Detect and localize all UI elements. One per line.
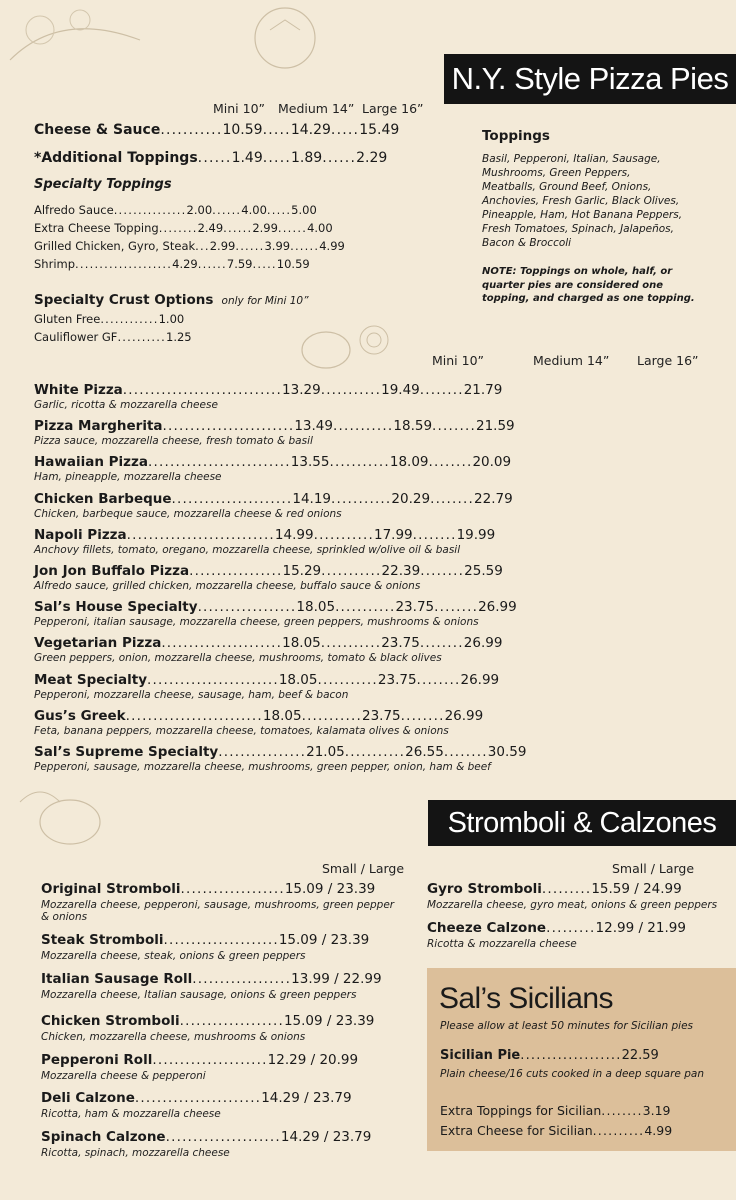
price-medium: 23.75 bbox=[377, 672, 417, 688]
toppings-line: Bacon & Broccoli bbox=[482, 237, 572, 249]
toppings-line: Mushrooms, Green Peppers, bbox=[482, 167, 631, 179]
stromboli-row: Cheeze Calzone.........12.99 / 21.99 bbox=[427, 920, 686, 936]
stromboli-name: Chicken Stromboli bbox=[41, 1013, 180, 1029]
price-medium: 23.75 bbox=[395, 599, 435, 615]
pizza-name: Sal’s Supreme Specialty bbox=[34, 744, 219, 760]
toppings-list bbox=[482, 152, 682, 250]
pizza-description: Pepperoni, italian sausage, mozzarella cheese, green peppers, mushrooms & onions bbox=[34, 616, 479, 628]
price-mini: 14.19 bbox=[292, 491, 332, 507]
pizza-name: Chicken Barbeque bbox=[34, 491, 172, 507]
price-mini: 13.49 bbox=[294, 418, 333, 434]
price: 15.59 / 24.99 bbox=[591, 881, 682, 897]
pizza-description: Chicken, barbeque sauce, mozzarella cheese & red onions bbox=[34, 508, 342, 520]
sicilian-extra-toppings: Extra Toppings for Sicilian........3.19 bbox=[440, 1103, 671, 1118]
pizza-row: Napoli Pizza...........................14.99...........17.99........19.99 bbox=[34, 527, 496, 543]
stromboli-row: Chicken Stromboli...................15.09 / 23.39 bbox=[41, 1013, 375, 1029]
pizza-description: Feta, banana peppers, mozzarella cheese, tomatoes, kalamata olives & onions bbox=[34, 725, 449, 737]
pizza-description: Garlic, ricotta & mozzarella cheese bbox=[34, 399, 218, 411]
stromboli-name: Pepperoni Roll bbox=[41, 1052, 153, 1068]
price-mini: 2.49 bbox=[197, 221, 224, 235]
pizza-name: Napoli Pizza bbox=[34, 527, 127, 543]
note-line: topping, and charged as one topping. bbox=[482, 293, 695, 304]
sicilian-title: Sal’s Sicilians bbox=[439, 982, 613, 1015]
ny-pizza-banner: N.Y. Style Pizza Pies bbox=[444, 54, 736, 104]
price: 13.99 / 22.99 bbox=[291, 971, 382, 987]
toppings-line: Pineapple, Ham, Hot Banana Peppers, bbox=[482, 209, 683, 221]
price-mini: 4.29 bbox=[172, 257, 198, 271]
pizza-row: Jon Jon Buffalo Pizza.................15.29...........22.39........25.59 bbox=[34, 563, 503, 579]
price-mini: 13.29 bbox=[282, 382, 321, 398]
stromboli-description: Mozzarella cheese, Italian sausage, onions & green peppers bbox=[41, 989, 357, 1001]
price-mini: 21.05 bbox=[306, 744, 345, 760]
stromboli-description: Mozzarella cheese, gyro meat, onions & green peppers bbox=[427, 899, 718, 911]
price-large: 2.29 bbox=[356, 150, 388, 166]
price-medium: 14.29 bbox=[290, 122, 331, 138]
price-large: 26.99 bbox=[478, 599, 517, 615]
price: 1.25 bbox=[166, 330, 192, 344]
stromboli-row: Gyro Stromboli.........15.59 / 24.99 bbox=[427, 881, 682, 897]
pizza-description: Anchovy fillets, tomato, oregano, mozzarella cheese, sprinkled w/olive oil & basil bbox=[34, 544, 461, 556]
price-large: 21.79 bbox=[463, 382, 503, 398]
stromboli-name: Steak Stromboli bbox=[41, 932, 164, 948]
price: 1.00 bbox=[158, 312, 185, 326]
toppings-line: Meatballs, Ground Beef, Onions, bbox=[482, 181, 652, 193]
pizza-row: White Pizza.............................13.29...........19.49........21.79 bbox=[34, 382, 503, 398]
pizza-name: Meat Specialty bbox=[34, 672, 148, 688]
pizza-name: Jon Jon Buffalo Pizza bbox=[34, 563, 190, 579]
price-large: 19.99 bbox=[456, 527, 496, 543]
stromboli-description: Mozzarella cheese & pepperoni bbox=[41, 1070, 206, 1082]
cheese-sauce-row: Cheese & Sauce...........10.59.....14.29.....15.49 bbox=[34, 122, 400, 138]
olive-sketch-decoration bbox=[296, 318, 406, 378]
size-header-mini-2: Mini 10” bbox=[432, 353, 485, 368]
price-medium: 3.99 bbox=[264, 239, 291, 253]
stromboli-name: Deli Calzone bbox=[41, 1090, 135, 1106]
price-large: 22.79 bbox=[474, 491, 513, 507]
pizza-sketch-decoration bbox=[0, 0, 220, 100]
price-large: 26.99 bbox=[463, 635, 503, 651]
price-mini: 2.00 bbox=[186, 203, 213, 217]
price: 14.29 / 23.79 bbox=[261, 1090, 352, 1106]
price-medium: 18.59 bbox=[393, 418, 433, 434]
stromboli-description: Chicken, mozzarella cheese, mushrooms & onions bbox=[41, 1031, 306, 1043]
pizza-name: Sal’s House Specialty bbox=[34, 599, 198, 615]
pizza-description: Pizza sauce, mozzarella cheese, fresh tomato & basil bbox=[34, 435, 313, 447]
price-medium: 7.59 bbox=[226, 257, 253, 271]
sicilian-extra-cheese: Extra Cheese for Sicilian..........4.99 bbox=[440, 1123, 673, 1138]
stromboli-description: Ricotta, spinach, mozzarella cheese bbox=[41, 1147, 230, 1159]
toppings-title: Toppings bbox=[482, 128, 550, 144]
price: 12.29 / 20.99 bbox=[267, 1052, 359, 1068]
price: 12.99 / 21.99 bbox=[595, 920, 686, 936]
sicilian-note: Please allow at least 50 minutes for Sicilian pies bbox=[440, 1020, 694, 1032]
price-large: 10.59 bbox=[276, 257, 310, 271]
price-mini: 13.55 bbox=[290, 454, 330, 470]
pizza-row: Meat Specialty........................18.05...........23.75........26.99 bbox=[34, 672, 500, 688]
price-medium: 22.39 bbox=[381, 563, 421, 579]
specialty-topping-row: Extra Cheese Topping........2.49......2.99......4.00 bbox=[34, 221, 333, 235]
pizza-description: Ham, pineapple, mozzarella cheese bbox=[34, 471, 222, 483]
pizza-name: Gus’s Greek bbox=[34, 708, 126, 724]
stromboli-row: Italian Sausage Roll..................13.99 / 22.99 bbox=[41, 971, 382, 987]
size-header-large: Large 16” bbox=[362, 101, 424, 116]
stromboli-name: Italian Sausage Roll bbox=[41, 971, 193, 987]
price-large: 15.49 bbox=[359, 122, 400, 138]
price-medium: 23.75 bbox=[381, 635, 420, 651]
size-header-medium: Medium 14” bbox=[278, 101, 355, 116]
stromboli-name: Original Stromboli bbox=[41, 881, 181, 897]
price-large: 26.99 bbox=[444, 708, 484, 724]
toppings-note bbox=[482, 265, 695, 306]
crust-title: Specialty Crust Options bbox=[34, 292, 214, 308]
specialty-crust-row bbox=[34, 292, 309, 308]
toppings-line: Basil, Pepperoni, Italian, Sausage, bbox=[482, 153, 661, 165]
toppings-line: Anchovies, Fresh Garlic, Black Olives, bbox=[482, 195, 680, 207]
stromboli-description: Mozzarella cheese, pepperoni, sausage, mushrooms, green pepper bbox=[41, 899, 395, 911]
pizza-row: Hawaiian Pizza..........................13.55...........18.09........20.09 bbox=[34, 454, 512, 470]
pizza-row: Pizza Margherita........................13.49...........18.59........21.59 bbox=[34, 418, 515, 434]
price-large: 26.99 bbox=[460, 672, 500, 688]
size-header-mini: Mini 10” bbox=[213, 101, 266, 116]
price-medium: 26.55 bbox=[405, 744, 444, 760]
price-medium: 20.29 bbox=[391, 491, 431, 507]
price: 15.09 / 23.39 bbox=[284, 881, 376, 897]
price-medium: 19.49 bbox=[381, 382, 420, 398]
price-large: 5.00 bbox=[291, 203, 317, 217]
price-mini: 2.99 bbox=[209, 239, 236, 253]
price-medium: 18.09 bbox=[389, 454, 429, 470]
stromboli-name: Spinach Calzone bbox=[41, 1129, 166, 1145]
pizza-row: Sal’s Supreme Specialty................21.05...........26.55........30.59 bbox=[34, 744, 527, 760]
additional-toppings-row: *Additional Toppings......1.49.....1.89......2.29 bbox=[34, 150, 388, 166]
price: 22.59 bbox=[621, 1048, 659, 1063]
note-line: quarter pies are considered one bbox=[482, 279, 664, 291]
price-mini: 18.05 bbox=[282, 635, 321, 651]
stromboli-row: Pepperoni Roll.....................12.29 / 20.99 bbox=[41, 1052, 359, 1068]
price-large: 25.59 bbox=[464, 563, 503, 579]
crust-option-row: Gluten Free............1.00 bbox=[34, 312, 185, 326]
price: 15.09 / 23.39 bbox=[278, 932, 370, 948]
stromboli-description: Mozzarella cheese, steak, onions & green peppers bbox=[41, 950, 306, 962]
price: 15.09 / 23.39 bbox=[283, 1013, 375, 1029]
price-large: 30.59 bbox=[487, 744, 527, 760]
price-mini: 10.59 bbox=[222, 122, 263, 138]
crust-note: only for Mini 10” bbox=[221, 295, 309, 307]
stromboli-row: Original Stromboli...................15.09 / 23.39 bbox=[41, 881, 376, 897]
pizza-description: Green peppers, onion, mozzarella cheese, mushrooms, tomato & black olives bbox=[34, 652, 442, 664]
price-medium: 23.75 bbox=[361, 708, 401, 724]
pizza-row: Vegetarian Pizza......................18.05...........23.75........26.99 bbox=[34, 635, 503, 651]
price-medium: 1.89 bbox=[291, 150, 323, 166]
price-large: 4.99 bbox=[319, 239, 345, 253]
pizza-row: Chicken Barbeque......................14.19...........20.29........22.79 bbox=[34, 491, 513, 507]
specialty-topping-row: Alfredo Sauce...............2.00......4.00.....5.00 bbox=[34, 203, 317, 217]
price-large: 20.09 bbox=[472, 454, 512, 470]
price: 14.29 / 23.79 bbox=[280, 1129, 372, 1145]
pizza-name: White Pizza bbox=[34, 382, 123, 398]
sicilian-pie-desc: Plain cheese/16 cuts cooked in a deep square pan bbox=[440, 1068, 704, 1080]
size-header-small-large-left: Small / Large bbox=[322, 861, 405, 876]
pizza-description: Alfredo sauce, grilled chicken, mozzarella cheese, buffalo sauce & onions bbox=[34, 580, 421, 592]
price-mini: 14.99 bbox=[274, 527, 314, 543]
stromboli-description: Ricotta, ham & mozzarella cheese bbox=[41, 1108, 221, 1120]
crust-option-row: Cauliflower GF..........1.25 bbox=[34, 330, 192, 344]
price-mini: 1.49 bbox=[231, 150, 263, 166]
pizza-name: Vegetarian Pizza bbox=[34, 635, 162, 651]
garlic-sketch-decoration bbox=[0, 782, 120, 862]
pizza-description: Pepperoni, mozzarella cheese, sausage, ham, beef & bacon bbox=[34, 689, 349, 701]
price-medium: 2.99 bbox=[252, 221, 278, 235]
item-name: Cheese & Sauce bbox=[34, 122, 161, 138]
price-medium: 4.00 bbox=[241, 203, 267, 217]
stromboli-row: Spinach Calzone.....................14.29 / 23.79 bbox=[41, 1129, 372, 1145]
sicilian-box bbox=[427, 968, 736, 1151]
note-line: NOTE: Toppings on whole, half, or bbox=[482, 266, 673, 277]
size-header-medium-2: Medium 14” bbox=[533, 353, 610, 368]
stromboli-description: & onions bbox=[41, 911, 88, 923]
price-mini: 15.29 bbox=[282, 563, 322, 579]
specialty-topping-row: Grilled Chicken, Gyro, Steak...2.99......3.99......4.99 bbox=[34, 239, 345, 253]
price-large: 21.59 bbox=[475, 418, 515, 434]
stromboli-row: Steak Stromboli.....................15.09 / 23.39 bbox=[41, 932, 370, 948]
sicilian-pie-row: Sicilian Pie...................22.59 bbox=[440, 1048, 659, 1063]
pizza-description: Pepperoni, sausage, mozzarella cheese, mushrooms, green pepper, onion, ham & beef bbox=[34, 761, 491, 773]
size-header-large-2: Large 16” bbox=[637, 353, 699, 368]
price-mini: 18.05 bbox=[296, 599, 336, 615]
stromboli-banner: Stromboli & Calzones bbox=[428, 800, 736, 846]
price-large: 4.00 bbox=[307, 221, 333, 235]
specialty-toppings-title: Specialty Toppings bbox=[34, 177, 172, 192]
pizza-name: Pizza Margherita bbox=[34, 418, 163, 434]
stromboli-description: Ricotta & mozzarella cheese bbox=[427, 938, 577, 950]
stromboli-name: Cheeze Calzone bbox=[427, 920, 547, 936]
size-header-small-large-right: Small / Large bbox=[612, 861, 695, 876]
stromboli-row: Deli Calzone.......................14.29 / 23.79 bbox=[41, 1090, 352, 1106]
item-name: *Additional Toppings bbox=[34, 150, 198, 166]
specialty-topping-row: Shrimp....................4.29......7.59.....10.59 bbox=[34, 257, 310, 271]
pizza-row: Gus’s Greek.........................18.05...........23.75........26.99 bbox=[34, 708, 484, 724]
price-mini: 18.05 bbox=[278, 672, 318, 688]
pizza-name: Hawaiian Pizza bbox=[34, 454, 149, 470]
stromboli-name: Gyro Stromboli bbox=[427, 881, 542, 897]
toppings-line: Fresh Tomatoes, Spinach, Jalapeños, bbox=[482, 223, 674, 235]
pizza-row: Sal’s House Specialty..................18.05...........23.75........26.99 bbox=[34, 599, 517, 615]
tomato-sketch-decoration bbox=[240, 0, 330, 80]
price-mini: 18.05 bbox=[262, 708, 302, 724]
price-medium: 17.99 bbox=[373, 527, 413, 543]
